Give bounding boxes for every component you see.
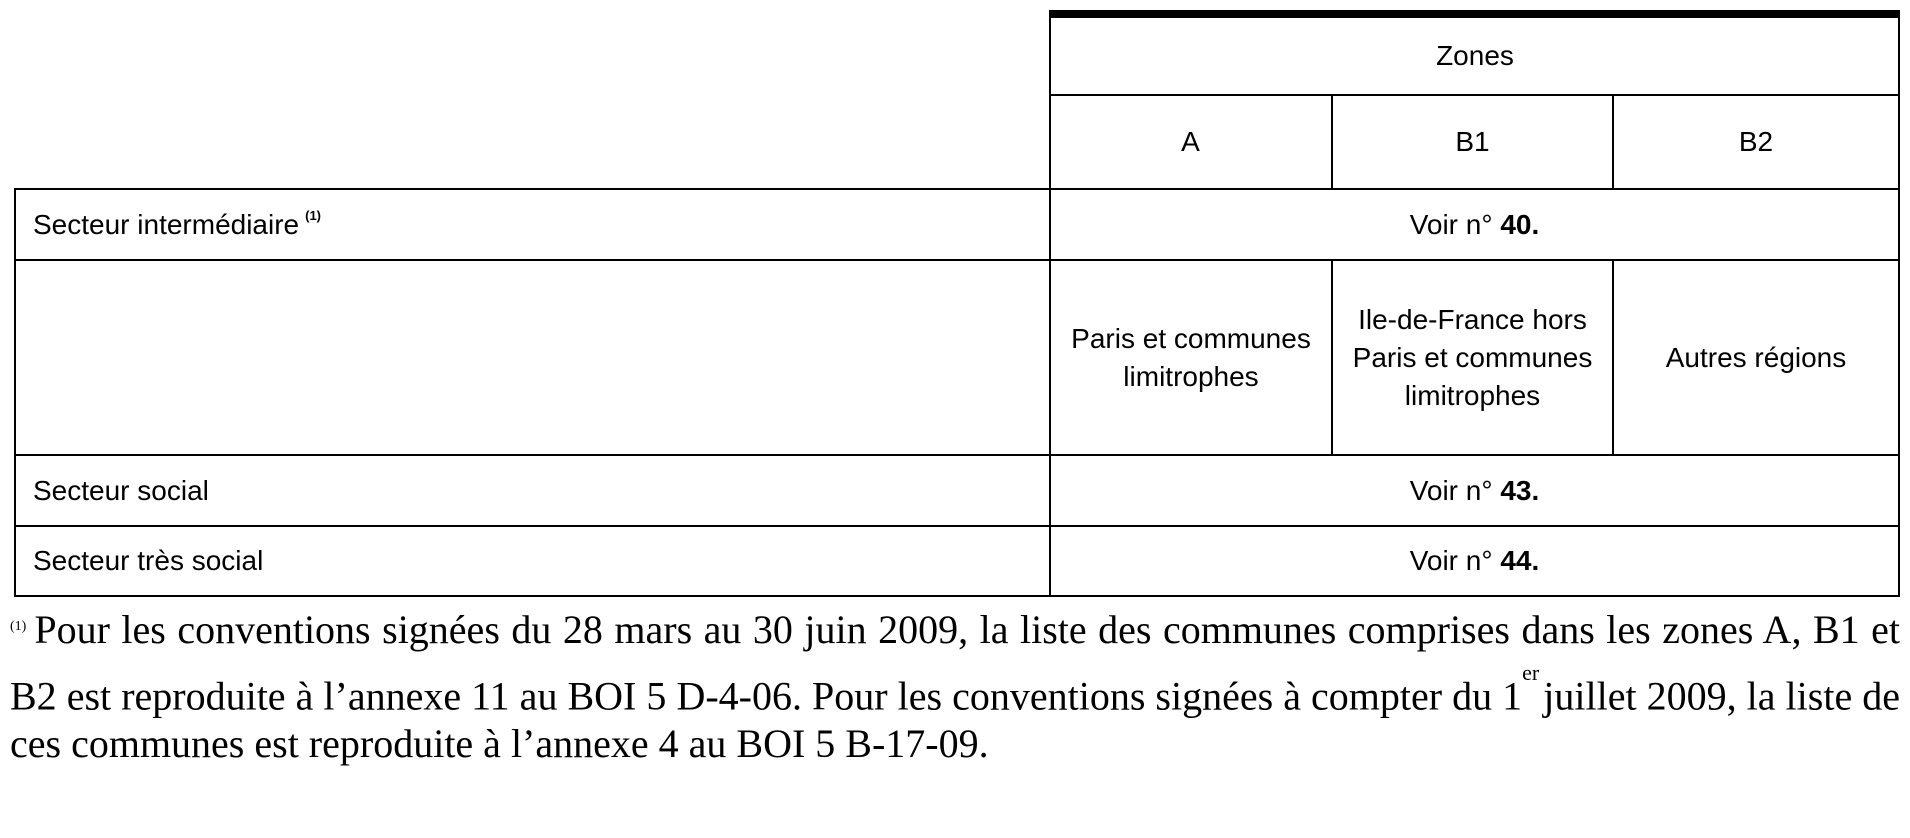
zone-column-b1: B1 xyxy=(1455,126,1490,157)
row-label-empty xyxy=(16,261,1049,454)
footnote-paragraph xyxy=(10,606,1900,768)
zone-column-b2: B2 xyxy=(1738,126,1774,157)
footnote-superscript: er xyxy=(1522,660,1540,685)
voir-cell-tres-social xyxy=(1051,527,1898,595)
table-bottom-border xyxy=(14,595,1900,597)
zone-a-description: Paris et communes limitrophes xyxy=(1071,322,1311,392)
row-label-secteur-intermediaire xyxy=(16,190,1049,259)
row-label-text: Secteur intermédiaire xyxy=(33,208,300,240)
voir-cell-social xyxy=(1051,456,1898,525)
table-right-border xyxy=(1898,10,1900,597)
voir-number: 40. xyxy=(1500,208,1540,240)
zone-b2-description: Autres régions xyxy=(1665,341,1847,373)
zone-b1-description: Ile-de-France hors Paris et communes limitrophes xyxy=(1352,303,1593,411)
zone-column-a: A xyxy=(1181,126,1200,157)
row-label-secteur-social: Secteur social xyxy=(33,474,209,506)
voir-prefix: Voir n° xyxy=(1409,545,1493,576)
table-top-thick-border xyxy=(1050,10,1900,18)
footnote-marker: (1) xyxy=(10,619,27,634)
footnote-marker-ref: (1) xyxy=(305,208,322,223)
voir-cell-intermediaire xyxy=(1051,190,1898,259)
footnote-text-part1: Pour les conventions signées du 28 mars au 30 juin 2009, la liste des communes comprises dans les zones A, B1 et B2 est reproduite à l’annexe 11 au BOI 5 D-4-06. Pour les conventions signées à compter du 1 xyxy=(10,607,1900,719)
voir-number: 44. xyxy=(1500,545,1540,576)
voir-prefix: Voir n° xyxy=(1409,208,1493,240)
voir-number: 43. xyxy=(1500,474,1540,506)
zones-header: Zones xyxy=(1436,40,1514,71)
row-label-secteur-tres-social: Secteur très social xyxy=(33,545,264,576)
voir-prefix: Voir n° xyxy=(1409,474,1493,506)
footnote-text-part2: juillet 2009, la liste de ces communes est reproduite à l’annexe 4 au BOI 5 B-17-09. xyxy=(10,673,1901,767)
